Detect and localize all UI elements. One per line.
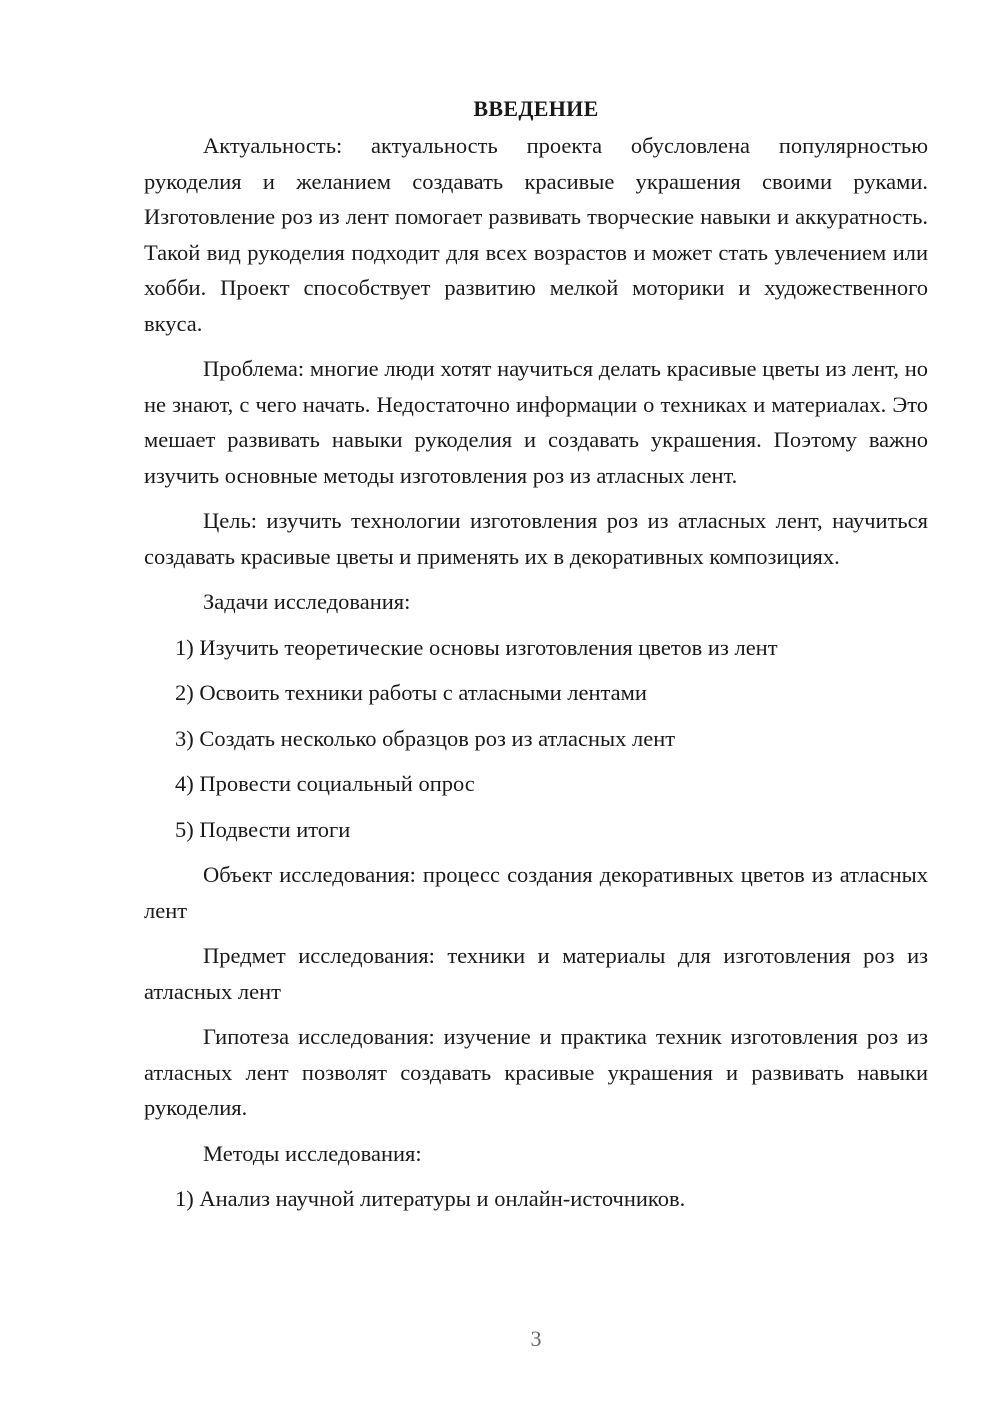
task-item: 4) Провести социальный опрос [175, 771, 475, 796]
hypothesis-paragraph: Гипотеза исследования: изучение и практика техник изготовления роз из атласных лент позволят создавать красивые украшения и развивать навыки рукоделия. [144, 1024, 928, 1120]
methods-list [144, 1181, 928, 1217]
page-title: ВВЕДЕНИЕ [473, 96, 599, 121]
tasks-list [144, 630, 928, 848]
object-paragraph: Объект исследования: процесс создания декоративных цветов из атласных лент [144, 862, 928, 923]
subject-paragraph: Предмет исследования: техники и материалы для изготовления роз из атласных лент [144, 943, 928, 1004]
document-page [144, 94, 928, 1227]
task-item: 1) Изучить теоретические основы изготовления цветов из лент [175, 634, 778, 660]
goal-paragraph: Цель: изучить технологии изготовления роз из атласных лент, научиться создавать красивые цветы и применять их в декоративных композициях. [144, 508, 928, 569]
method-item: 1) Анализ научной литературы и онлайн-источников. [175, 1186, 686, 1211]
task-item: 2) Освоить техники работы с атласными лентами [175, 680, 647, 705]
methods-label: Методы исследования: [203, 1140, 422, 1166]
task-item: 5) Подвести итоги [175, 816, 351, 842]
tasks-label: Задачи исследования: [203, 589, 411, 614]
task-item: 3) Создать несколько образцов роз из атласных лент [175, 725, 676, 751]
problem-paragraph: Проблема: многие люди хотят научиться делать красивые цветы из лент, но не знают, с чего начать. Недостаточно информации о техниках и материалах. Это мешает развивать навыки рукоделия и создавать украшения. Поэтому важно изучить основные методы изготовления роз из атласных лент. [144, 356, 928, 488]
relevance-paragraph: Актуальность: актуальность проекта обусловлена популярностью рукоделия и желанием создавать красивые украшения своими руками. Изготовление роз из лент помогает развивать творческие навыки и аккуратность. Такой вид рукоделия подходит для всех возрастов и может стать увлечением или хобби. Проект способствует развитию мелкой моторики и художественного вкуса. [144, 133, 928, 336]
page-number: 3 [530, 1326, 542, 1351]
